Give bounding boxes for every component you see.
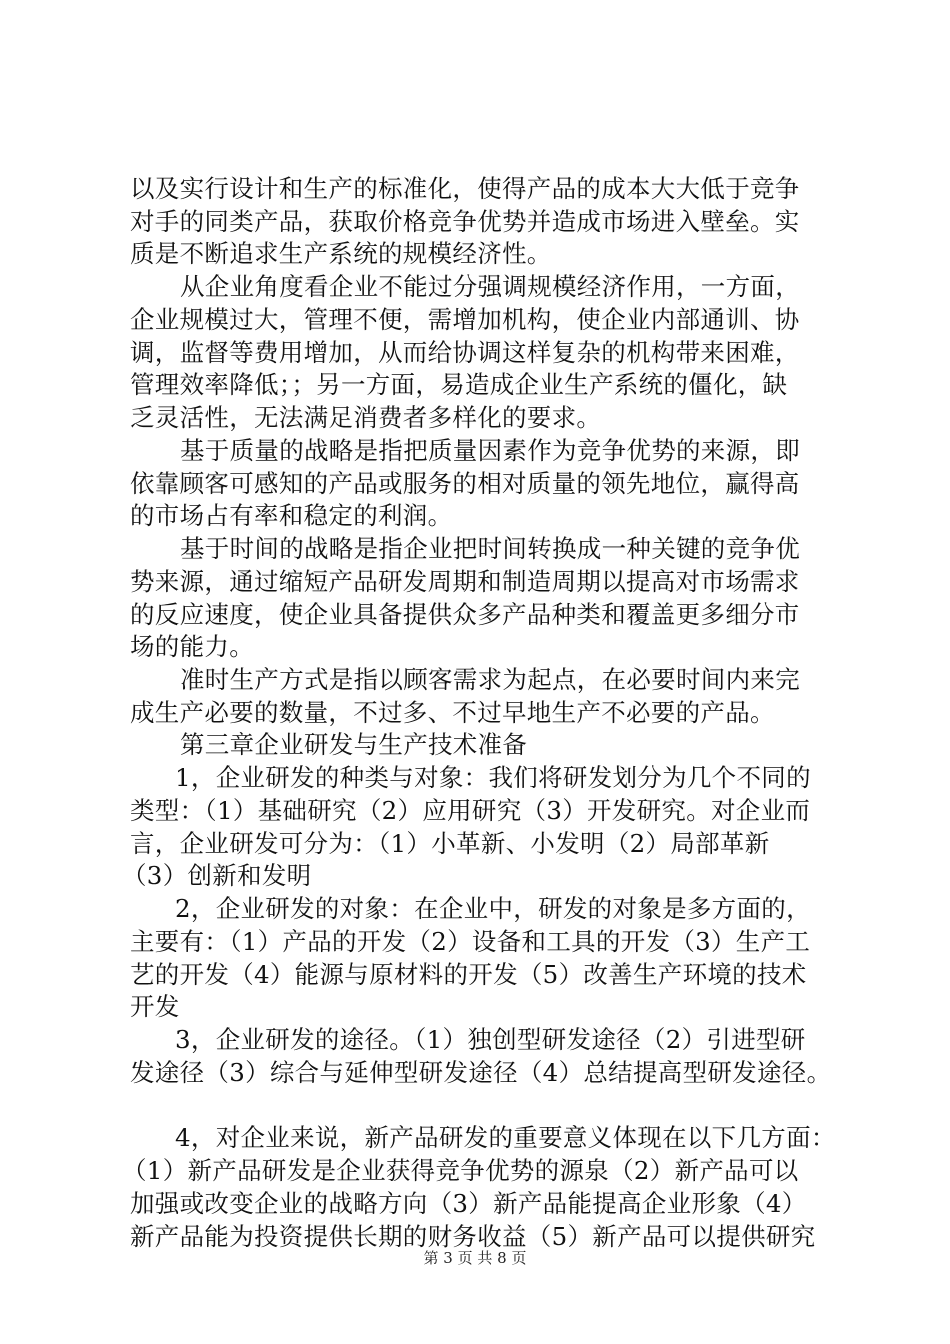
text-line: 加强或改变企业的战略方向（3）新产品能提高企业形象（4） [130, 1189, 807, 1218]
text-line: 的市场占有率和稳定的利润。 [130, 501, 453, 530]
text-line: 的反应速度，使企业具备提供众多产品种类和覆盖更多细分市 [130, 600, 800, 629]
paragraph-first-line: 基于时间的战略是指企业把时间转换成一种关键的竞争优 [180, 534, 800, 563]
paragraph-first-line: 从企业角度看企业不能过分强调规模经济作用，一方面， [180, 272, 800, 301]
text-line: 势来源，通过缩短产品研发周期和制造周期以提高对市场需求 [130, 567, 800, 596]
paragraph-first-line: 4，对企业来说，新产品研发的重要意义体现在以下几方面： [175, 1123, 836, 1152]
paragraph-first-line: 准时生产方式是指以顾客需求为起点，在必要时间内来完 [180, 665, 800, 694]
text-line: 以及实行设计和生产的标准化，使得产品的成本大大低于竞争 [130, 174, 800, 203]
page-number-footer: 第 3 页 共 8 页 [423, 1249, 527, 1267]
text-line: 管理效率降低；；另一方面，易造成企业生产系统的僵化，缺 [130, 370, 788, 399]
text-line: 开发 [130, 992, 180, 1021]
text-line: （1）新产品研发是企业获得竞争优势的源泉（2）新产品可以 [122, 1156, 799, 1185]
paragraph-first-line: 2，企业研发的对象：在企业中，研发的对象是多方面的， [175, 894, 811, 923]
paragraph-first-line: 3，企业研发的途径。（1）独创型研发途径（2）引进型研 [175, 1025, 806, 1054]
text-line: 场的能力。 [130, 632, 254, 661]
text-line: 调，监督等费用增加，从而给协调这样复杂的机构带来困难， [130, 338, 800, 367]
text-line: 成生产必要的数量，不过多、不过早地生产不必要的产品。 [130, 698, 775, 727]
text-line: 新产品能为投资提供长期的财务收益（5）新产品可以提供研究 [130, 1222, 816, 1251]
text-line: 质是不断追求生产系统的规模经济性。 [130, 239, 552, 268]
text-line: 艺的开发（4）能源与原材料的开发（5）改善生产环境的技术 [130, 960, 807, 989]
paragraph-first-line: 1，企业研发的种类与对象：我们将研发划分为几个不同的 [175, 763, 811, 792]
text-line: （3）创新和发明 [122, 861, 312, 890]
text-line: 主要有：（1）产品的开发（2）设备和工具的开发（3）生产工 [130, 927, 811, 956]
chapter-heading: 第三章企业研发与生产技术准备 [180, 730, 528, 759]
text-line: 类型：（1）基础研究（2）应用研究（3）开发研究。对企业而 [130, 796, 811, 825]
text-line: 依靠顾客可感知的产品或服务的相对质量的领先地位，赢得高 [130, 469, 800, 498]
text-line: 乏灵活性，无法满足消费者多样化的要求。 [130, 403, 602, 432]
text-line: 对手的同类产品，获取价格竞争优势并造成市场进入壁垒。实 [130, 207, 800, 236]
text-line: 企业规模过大，管理不便，需增加机构，使企业内部通训、协 [130, 305, 800, 334]
text-line: 言，企业研发可分为：（1）小革新、小发明（2）局部革新 [130, 829, 770, 858]
paragraph-first-line: 基于质量的战略是指把质量因素作为竞争优势的来源，即 [180, 436, 800, 465]
text-line: 发途径（3）综合与延伸型研发途径（4）总结提高型研发途径。 [130, 1058, 832, 1087]
